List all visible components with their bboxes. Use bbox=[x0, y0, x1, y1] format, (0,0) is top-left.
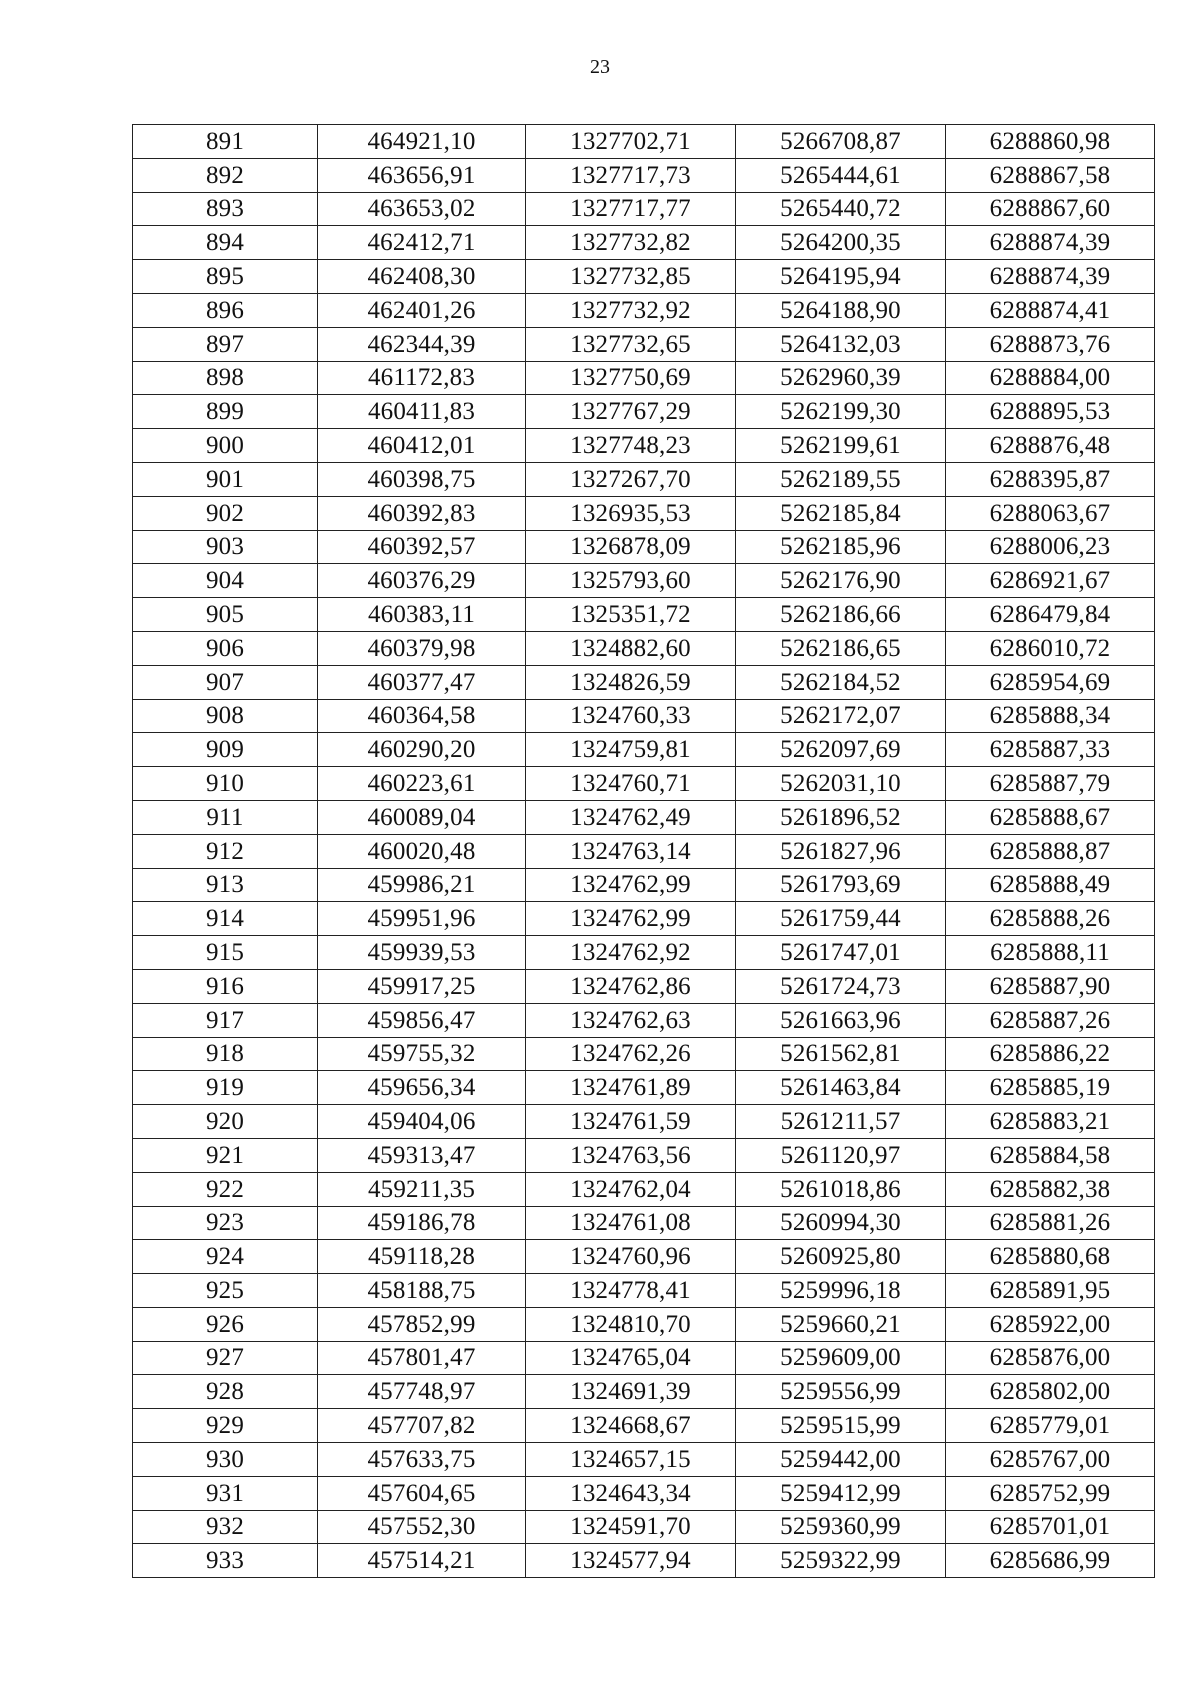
coord-b-cell: 1324577,94 bbox=[526, 1544, 736, 1578]
page-number: 23 bbox=[590, 56, 610, 78]
table-row bbox=[133, 1172, 1155, 1206]
point-number-cell: 913 bbox=[133, 868, 318, 902]
coord-b-cell: 1327750,69 bbox=[526, 361, 736, 395]
coord-b-cell: 1324762,26 bbox=[526, 1037, 736, 1071]
table-row bbox=[133, 936, 1155, 970]
coord-b-cell: 1324591,70 bbox=[526, 1510, 736, 1544]
point-number-cell: 917 bbox=[133, 1003, 318, 1037]
coord-d-cell: 6288063,67 bbox=[946, 496, 1155, 530]
point-number-cell: 910 bbox=[133, 767, 318, 801]
coord-c-cell: 5259660,21 bbox=[736, 1307, 946, 1341]
point-number-cell: 932 bbox=[133, 1510, 318, 1544]
point-number-cell: 929 bbox=[133, 1409, 318, 1443]
table-row bbox=[133, 1138, 1155, 1172]
coord-a-cell: 460398,75 bbox=[318, 462, 526, 496]
table-row bbox=[133, 1307, 1155, 1341]
coord-c-cell: 5264195,94 bbox=[736, 260, 946, 294]
point-number-cell: 926 bbox=[133, 1307, 318, 1341]
point-number-cell: 919 bbox=[133, 1071, 318, 1105]
coord-a-cell: 463653,02 bbox=[318, 192, 526, 226]
coord-a-cell: 460379,98 bbox=[318, 631, 526, 665]
coord-d-cell: 6285888,87 bbox=[946, 834, 1155, 868]
coord-a-cell: 460089,04 bbox=[318, 800, 526, 834]
table-row bbox=[133, 800, 1155, 834]
point-number-cell: 930 bbox=[133, 1443, 318, 1477]
table-row bbox=[133, 598, 1155, 632]
point-number-cell: 933 bbox=[133, 1544, 318, 1578]
coord-c-cell: 5265440,72 bbox=[736, 192, 946, 226]
coord-d-cell: 6286479,84 bbox=[946, 598, 1155, 632]
point-number-cell: 918 bbox=[133, 1037, 318, 1071]
coord-c-cell: 5264200,35 bbox=[736, 226, 946, 260]
table-row bbox=[133, 1544, 1155, 1578]
coord-b-cell: 1324762,99 bbox=[526, 902, 736, 936]
coord-b-cell: 1324761,08 bbox=[526, 1206, 736, 1240]
point-number-cell: 893 bbox=[133, 192, 318, 226]
coordinates-table bbox=[132, 124, 1155, 1578]
coord-b-cell: 1324882,60 bbox=[526, 631, 736, 665]
table-row bbox=[133, 631, 1155, 665]
table-row bbox=[133, 1071, 1155, 1105]
point-number-cell: 927 bbox=[133, 1341, 318, 1375]
table-row bbox=[133, 530, 1155, 564]
coord-b-cell: 1327717,77 bbox=[526, 192, 736, 226]
point-number-cell: 891 bbox=[133, 125, 318, 159]
point-number-cell: 907 bbox=[133, 665, 318, 699]
coord-a-cell: 461172,83 bbox=[318, 361, 526, 395]
coord-c-cell: 5259442,00 bbox=[736, 1443, 946, 1477]
table-row bbox=[133, 767, 1155, 801]
coord-b-cell: 1327732,92 bbox=[526, 293, 736, 327]
coord-a-cell: 460412,01 bbox=[318, 429, 526, 463]
coord-b-cell: 1327732,85 bbox=[526, 260, 736, 294]
table-row bbox=[133, 1274, 1155, 1308]
coord-c-cell: 5261827,96 bbox=[736, 834, 946, 868]
table-row bbox=[133, 1510, 1155, 1544]
coord-d-cell: 6288895,53 bbox=[946, 395, 1155, 429]
coord-a-cell: 457514,21 bbox=[318, 1544, 526, 1578]
coord-d-cell: 6285885,19 bbox=[946, 1071, 1155, 1105]
coord-d-cell: 6288860,98 bbox=[946, 125, 1155, 159]
coord-c-cell: 5261562,81 bbox=[736, 1037, 946, 1071]
point-number-cell: 915 bbox=[133, 936, 318, 970]
coord-d-cell: 6285881,26 bbox=[946, 1206, 1155, 1240]
coord-a-cell: 460223,61 bbox=[318, 767, 526, 801]
coord-c-cell: 5262172,07 bbox=[736, 699, 946, 733]
coord-d-cell: 6285884,58 bbox=[946, 1138, 1155, 1172]
coord-a-cell: 460392,57 bbox=[318, 530, 526, 564]
coord-d-cell: 6288874,39 bbox=[946, 226, 1155, 260]
table-row bbox=[133, 564, 1155, 598]
coord-d-cell: 6285887,33 bbox=[946, 733, 1155, 767]
coord-c-cell: 5261120,97 bbox=[736, 1138, 946, 1172]
point-number-cell: 905 bbox=[133, 598, 318, 632]
coord-d-cell: 6286921,67 bbox=[946, 564, 1155, 598]
coord-a-cell: 457748,97 bbox=[318, 1375, 526, 1409]
point-number-cell: 906 bbox=[133, 631, 318, 665]
point-number-cell: 912 bbox=[133, 834, 318, 868]
coord-d-cell: 6285886,22 bbox=[946, 1037, 1155, 1071]
coord-a-cell: 457801,47 bbox=[318, 1341, 526, 1375]
coord-c-cell: 5262176,90 bbox=[736, 564, 946, 598]
coord-b-cell: 1327748,23 bbox=[526, 429, 736, 463]
coord-d-cell: 6285954,69 bbox=[946, 665, 1155, 699]
table-row bbox=[133, 1375, 1155, 1409]
table-row bbox=[133, 868, 1155, 902]
coord-c-cell: 5261463,84 bbox=[736, 1071, 946, 1105]
coord-a-cell: 459917,25 bbox=[318, 969, 526, 1003]
point-number-cell: 924 bbox=[133, 1240, 318, 1274]
coord-b-cell: 1324668,67 bbox=[526, 1409, 736, 1443]
table-row bbox=[133, 1003, 1155, 1037]
point-number-cell: 909 bbox=[133, 733, 318, 767]
coord-a-cell: 458188,75 bbox=[318, 1274, 526, 1308]
coord-d-cell: 6286010,72 bbox=[946, 631, 1155, 665]
coord-a-cell: 459118,28 bbox=[318, 1240, 526, 1274]
coord-d-cell: 6288876,48 bbox=[946, 429, 1155, 463]
table-row bbox=[133, 1037, 1155, 1071]
point-number-cell: 921 bbox=[133, 1138, 318, 1172]
coord-c-cell: 5259996,18 bbox=[736, 1274, 946, 1308]
coord-a-cell: 459186,78 bbox=[318, 1206, 526, 1240]
coord-a-cell: 459986,21 bbox=[318, 868, 526, 902]
table-row bbox=[133, 496, 1155, 530]
point-number-cell: 892 bbox=[133, 158, 318, 192]
coord-b-cell: 1324657,15 bbox=[526, 1443, 736, 1477]
point-number-cell: 899 bbox=[133, 395, 318, 429]
point-number-cell: 928 bbox=[133, 1375, 318, 1409]
coord-c-cell: 5264132,03 bbox=[736, 327, 946, 361]
coord-c-cell: 5262189,55 bbox=[736, 462, 946, 496]
coord-a-cell: 462412,71 bbox=[318, 226, 526, 260]
coord-a-cell: 460411,83 bbox=[318, 395, 526, 429]
table-row bbox=[133, 1443, 1155, 1477]
coord-d-cell: 6285876,00 bbox=[946, 1341, 1155, 1375]
coord-b-cell: 1324762,99 bbox=[526, 868, 736, 902]
coord-d-cell: 6285883,21 bbox=[946, 1105, 1155, 1139]
coord-a-cell: 460020,48 bbox=[318, 834, 526, 868]
coord-b-cell: 1324760,96 bbox=[526, 1240, 736, 1274]
coord-b-cell: 1327732,65 bbox=[526, 327, 736, 361]
coord-c-cell: 5259515,99 bbox=[736, 1409, 946, 1443]
coord-c-cell: 5261663,96 bbox=[736, 1003, 946, 1037]
table-row bbox=[133, 192, 1155, 226]
point-number-cell: 902 bbox=[133, 496, 318, 530]
coord-d-cell: 6285888,49 bbox=[946, 868, 1155, 902]
coord-a-cell: 462401,26 bbox=[318, 293, 526, 327]
coord-c-cell: 5262186,65 bbox=[736, 631, 946, 665]
coord-c-cell: 5261747,01 bbox=[736, 936, 946, 970]
coord-c-cell: 5262960,39 bbox=[736, 361, 946, 395]
coord-d-cell: 6285888,11 bbox=[946, 936, 1155, 970]
coord-a-cell: 460392,83 bbox=[318, 496, 526, 530]
coord-b-cell: 1327717,73 bbox=[526, 158, 736, 192]
coord-b-cell: 1324762,49 bbox=[526, 800, 736, 834]
coord-d-cell: 6288867,58 bbox=[946, 158, 1155, 192]
coord-c-cell: 5261793,69 bbox=[736, 868, 946, 902]
coord-c-cell: 5261724,73 bbox=[736, 969, 946, 1003]
point-number-cell: 908 bbox=[133, 699, 318, 733]
coord-b-cell: 1324761,89 bbox=[526, 1071, 736, 1105]
point-number-cell: 911 bbox=[133, 800, 318, 834]
coord-b-cell: 1324763,56 bbox=[526, 1138, 736, 1172]
point-number-cell: 914 bbox=[133, 902, 318, 936]
coord-a-cell: 462344,39 bbox=[318, 327, 526, 361]
coord-d-cell: 6288874,39 bbox=[946, 260, 1155, 294]
point-number-cell: 920 bbox=[133, 1105, 318, 1139]
coord-d-cell: 6285888,34 bbox=[946, 699, 1155, 733]
point-number-cell: 898 bbox=[133, 361, 318, 395]
coord-d-cell: 6285701,01 bbox=[946, 1510, 1155, 1544]
coord-d-cell: 6285767,00 bbox=[946, 1443, 1155, 1477]
coord-d-cell: 6285888,26 bbox=[946, 902, 1155, 936]
table-row bbox=[133, 733, 1155, 767]
coord-a-cell: 459404,06 bbox=[318, 1105, 526, 1139]
coord-a-cell: 460290,20 bbox=[318, 733, 526, 767]
point-number-cell: 897 bbox=[133, 327, 318, 361]
table-row bbox=[133, 293, 1155, 327]
coord-b-cell: 1327267,70 bbox=[526, 462, 736, 496]
coord-c-cell: 5262199,61 bbox=[736, 429, 946, 463]
coord-d-cell: 6285752,99 bbox=[946, 1476, 1155, 1510]
coord-c-cell: 5261018,86 bbox=[736, 1172, 946, 1206]
coord-a-cell: 459856,47 bbox=[318, 1003, 526, 1037]
coord-b-cell: 1327732,82 bbox=[526, 226, 736, 260]
point-number-cell: 925 bbox=[133, 1274, 318, 1308]
coord-c-cell: 5262185,84 bbox=[736, 496, 946, 530]
coord-b-cell: 1324759,81 bbox=[526, 733, 736, 767]
coord-c-cell: 5261211,57 bbox=[736, 1105, 946, 1139]
coord-a-cell: 463656,91 bbox=[318, 158, 526, 192]
coord-d-cell: 6285887,79 bbox=[946, 767, 1155, 801]
coord-d-cell: 6285880,68 bbox=[946, 1240, 1155, 1274]
coord-b-cell: 1324762,86 bbox=[526, 969, 736, 1003]
table-row bbox=[133, 665, 1155, 699]
table-row bbox=[133, 699, 1155, 733]
coord-c-cell: 5259609,00 bbox=[736, 1341, 946, 1375]
coord-c-cell: 5259322,99 bbox=[736, 1544, 946, 1578]
point-number-cell: 900 bbox=[133, 429, 318, 463]
table-row bbox=[133, 1240, 1155, 1274]
coord-b-cell: 1324778,41 bbox=[526, 1274, 736, 1308]
table-row bbox=[133, 226, 1155, 260]
coord-c-cell: 5262097,69 bbox=[736, 733, 946, 767]
coord-a-cell: 459755,32 bbox=[318, 1037, 526, 1071]
point-number-cell: 896 bbox=[133, 293, 318, 327]
coord-b-cell: 1324765,04 bbox=[526, 1341, 736, 1375]
coord-a-cell: 462408,30 bbox=[318, 260, 526, 294]
table-row bbox=[133, 462, 1155, 496]
coord-b-cell: 1324691,39 bbox=[526, 1375, 736, 1409]
coord-b-cell: 1324810,70 bbox=[526, 1307, 736, 1341]
coord-c-cell: 5259556,99 bbox=[736, 1375, 946, 1409]
coord-c-cell: 5262184,52 bbox=[736, 665, 946, 699]
coord-b-cell: 1325351,72 bbox=[526, 598, 736, 632]
coordinates-table-body bbox=[133, 125, 1155, 1578]
coord-d-cell: 6285891,95 bbox=[946, 1274, 1155, 1308]
coord-d-cell: 6288006,23 bbox=[946, 530, 1155, 564]
coord-d-cell: 6285887,90 bbox=[946, 969, 1155, 1003]
coord-b-cell: 1324763,14 bbox=[526, 834, 736, 868]
coord-d-cell: 6285887,26 bbox=[946, 1003, 1155, 1037]
coord-a-cell: 459656,34 bbox=[318, 1071, 526, 1105]
table-row bbox=[133, 902, 1155, 936]
coord-a-cell: 457852,99 bbox=[318, 1307, 526, 1341]
coord-a-cell: 460383,11 bbox=[318, 598, 526, 632]
coord-a-cell: 460376,29 bbox=[318, 564, 526, 598]
coord-b-cell: 1324762,04 bbox=[526, 1172, 736, 1206]
coord-c-cell: 5266708,87 bbox=[736, 125, 946, 159]
coord-a-cell: 459313,47 bbox=[318, 1138, 526, 1172]
point-number-cell: 931 bbox=[133, 1476, 318, 1510]
coord-d-cell: 6285888,67 bbox=[946, 800, 1155, 834]
coord-d-cell: 6288884,00 bbox=[946, 361, 1155, 395]
coord-d-cell: 6288874,41 bbox=[946, 293, 1155, 327]
coord-b-cell: 1325793,60 bbox=[526, 564, 736, 598]
table-row bbox=[133, 834, 1155, 868]
table-row bbox=[133, 260, 1155, 294]
coord-b-cell: 1324760,33 bbox=[526, 699, 736, 733]
coord-a-cell: 457633,75 bbox=[318, 1443, 526, 1477]
coord-c-cell: 5261759,44 bbox=[736, 902, 946, 936]
table-row bbox=[133, 1206, 1155, 1240]
coord-c-cell: 5259360,99 bbox=[736, 1510, 946, 1544]
coord-d-cell: 6285922,00 bbox=[946, 1307, 1155, 1341]
coord-d-cell: 6285882,38 bbox=[946, 1172, 1155, 1206]
coord-c-cell: 5261896,52 bbox=[736, 800, 946, 834]
table-row bbox=[133, 361, 1155, 395]
coord-a-cell: 459939,53 bbox=[318, 936, 526, 970]
coord-d-cell: 6285802,00 bbox=[946, 1375, 1155, 1409]
coord-a-cell: 460364,58 bbox=[318, 699, 526, 733]
coord-b-cell: 1324826,59 bbox=[526, 665, 736, 699]
point-number-cell: 916 bbox=[133, 969, 318, 1003]
coord-b-cell: 1324762,63 bbox=[526, 1003, 736, 1037]
table-row bbox=[133, 429, 1155, 463]
coord-c-cell: 5262199,30 bbox=[736, 395, 946, 429]
coord-c-cell: 5260994,30 bbox=[736, 1206, 946, 1240]
coord-b-cell: 1326935,53 bbox=[526, 496, 736, 530]
coord-b-cell: 1324762,92 bbox=[526, 936, 736, 970]
coord-d-cell: 6288873,76 bbox=[946, 327, 1155, 361]
coord-d-cell: 6288395,87 bbox=[946, 462, 1155, 496]
coord-b-cell: 1324760,71 bbox=[526, 767, 736, 801]
coord-a-cell: 459951,96 bbox=[318, 902, 526, 936]
coord-b-cell: 1324643,34 bbox=[526, 1476, 736, 1510]
coord-a-cell: 457552,30 bbox=[318, 1510, 526, 1544]
table-row bbox=[133, 125, 1155, 159]
table-row bbox=[133, 1341, 1155, 1375]
table-row bbox=[133, 395, 1155, 429]
table-row bbox=[133, 327, 1155, 361]
point-number-cell: 923 bbox=[133, 1206, 318, 1240]
coord-a-cell: 460377,47 bbox=[318, 665, 526, 699]
coord-b-cell: 1324761,59 bbox=[526, 1105, 736, 1139]
coord-c-cell: 5265444,61 bbox=[736, 158, 946, 192]
coord-b-cell: 1326878,09 bbox=[526, 530, 736, 564]
coord-c-cell: 5262031,10 bbox=[736, 767, 946, 801]
coord-b-cell: 1327702,71 bbox=[526, 125, 736, 159]
table-row bbox=[133, 158, 1155, 192]
coord-c-cell: 5260925,80 bbox=[736, 1240, 946, 1274]
coord-a-cell: 457604,65 bbox=[318, 1476, 526, 1510]
coord-a-cell: 457707,82 bbox=[318, 1409, 526, 1443]
table-row bbox=[133, 1409, 1155, 1443]
coord-c-cell: 5259412,99 bbox=[736, 1476, 946, 1510]
table-row bbox=[133, 1476, 1155, 1510]
coord-c-cell: 5262185,96 bbox=[736, 530, 946, 564]
point-number-cell: 901 bbox=[133, 462, 318, 496]
coord-b-cell: 1327767,29 bbox=[526, 395, 736, 429]
coord-c-cell: 5262186,66 bbox=[736, 598, 946, 632]
coord-a-cell: 464921,10 bbox=[318, 125, 526, 159]
point-number-cell: 904 bbox=[133, 564, 318, 598]
point-number-cell: 894 bbox=[133, 226, 318, 260]
table-row bbox=[133, 1105, 1155, 1139]
coord-d-cell: 6288867,60 bbox=[946, 192, 1155, 226]
coord-a-cell: 459211,35 bbox=[318, 1172, 526, 1206]
coord-c-cell: 5264188,90 bbox=[736, 293, 946, 327]
point-number-cell: 895 bbox=[133, 260, 318, 294]
table-row bbox=[133, 969, 1155, 1003]
point-number-cell: 922 bbox=[133, 1172, 318, 1206]
point-number-cell: 903 bbox=[133, 530, 318, 564]
coord-d-cell: 6285779,01 bbox=[946, 1409, 1155, 1443]
coord-d-cell: 6285686,99 bbox=[946, 1544, 1155, 1578]
